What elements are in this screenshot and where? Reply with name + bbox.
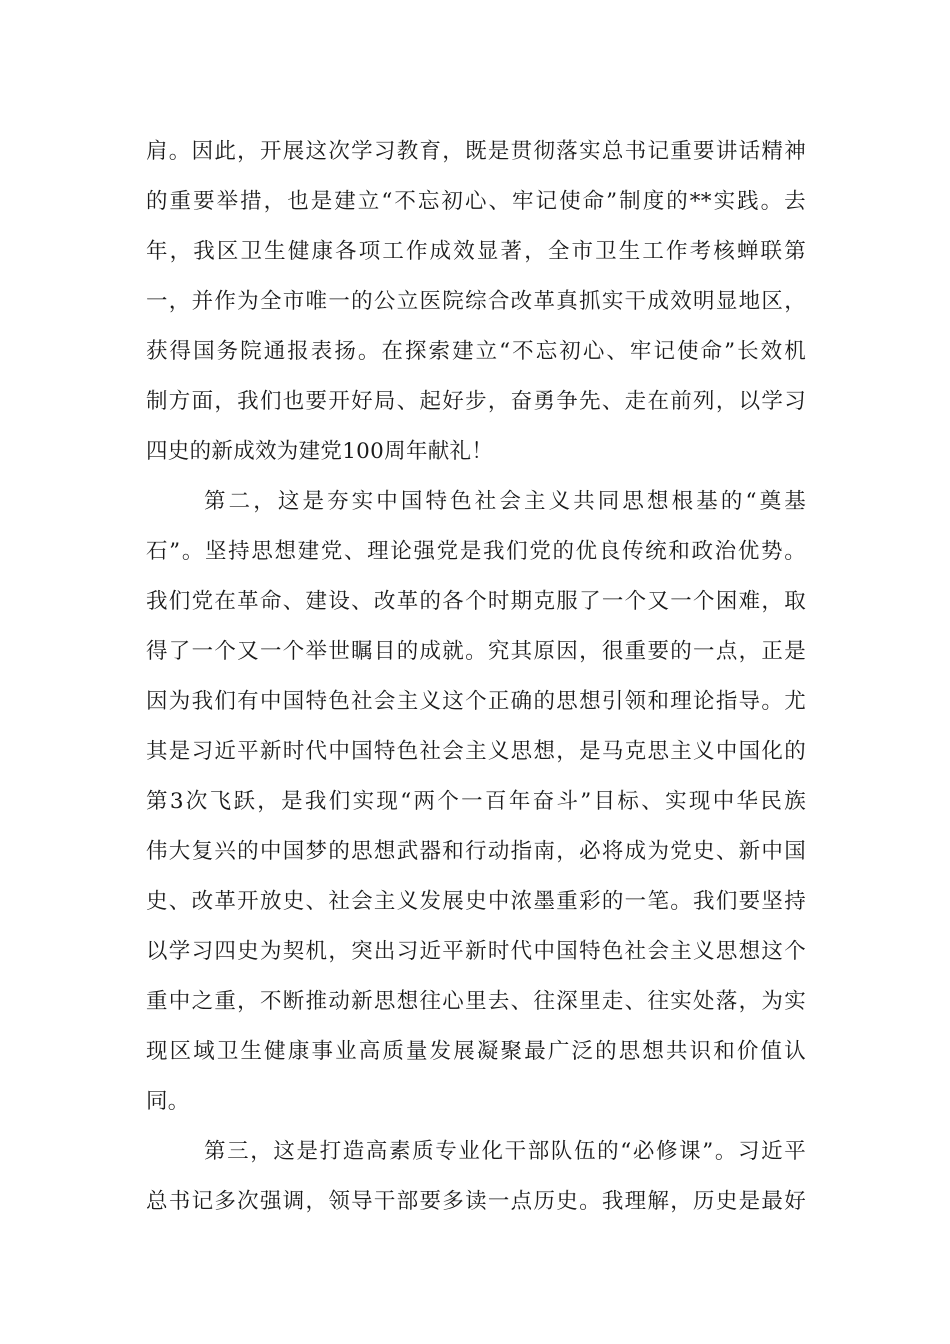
body-text-line: 因为我们有中国特色社会主义这个正确的思想引领和理论指导。尤 bbox=[146, 689, 806, 714]
body-text-line: 其是习近平新时代中国特色社会主义思想，是马克思主义中国化的 bbox=[146, 739, 806, 764]
body-text-line: 得了一个又一个举世瞩目的成就。究其原因，很重要的一点，正是 bbox=[146, 639, 806, 664]
body-text-line: 伟大复兴的中国梦的思想武器和行动指南，必将成为党史、新中国 bbox=[146, 839, 806, 864]
body-text-line: 四史的新成效为建党100周年献礼！ bbox=[146, 439, 494, 464]
body-text-line: 获得国务院通报表扬。在探索建立“不忘初心、牢记使命”长效机 bbox=[146, 339, 806, 364]
paragraph-start-line: 第二，这是夯实中国特色社会主义共同思想根基的“奠基 bbox=[204, 489, 806, 514]
body-text-line: 重中之重，不断推动新思想往心里去、往深里走、往实处落，为实 bbox=[146, 989, 806, 1014]
body-text-line: 史、改革开放史、社会主义发展史中浓墨重彩的一笔。我们要坚持 bbox=[146, 889, 806, 914]
body-text-line: 我们党在革命、建设、改革的各个时期克服了一个又一个困难，取 bbox=[146, 589, 806, 614]
body-text-line: 总书记多次强调，领导干部要多读一点历史。我理解，历史是最好 bbox=[146, 1189, 806, 1214]
body-text-line: 现区域卫生健康事业高质量发展凝聚最广泛的思想共识和价值认 bbox=[146, 1039, 806, 1064]
body-text-line: 第3次飞跃，是我们实现“两个一百年奋斗”目标、实现中华民族 bbox=[146, 789, 806, 814]
body-text-line: 的重要举措，也是建立“不忘初心、牢记使命”制度的**实践。去 bbox=[146, 189, 806, 214]
body-text-line: 同。 bbox=[146, 1089, 190, 1114]
body-text-line: 年，我区卫生健康各项工作成效显著，全市卫生工作考核蝉联第 bbox=[146, 239, 806, 264]
body-text-line: 以学习四史为契机，突出习近平新时代中国特色社会主义思想这个 bbox=[146, 939, 806, 964]
body-text-line: 制方面，我们也要开好局、起好步，奋勇争先、走在前列，以学习 bbox=[146, 389, 806, 414]
body-text-line: 肩。因此，开展这次学习教育，既是贯彻落实总书记重要讲话精神 bbox=[146, 139, 806, 164]
body-text-line: 一，并作为全市唯一的公立医院综合改革真抓实干成效明显地区， bbox=[146, 289, 806, 314]
paragraph-start-line: 第三，这是打造高素质专业化干部队伍的“必修课”。习近平 bbox=[204, 1139, 806, 1164]
body-text-line: 石”。坚持思想建党、理论强党是我们党的优良传统和政治优势。 bbox=[146, 539, 806, 564]
